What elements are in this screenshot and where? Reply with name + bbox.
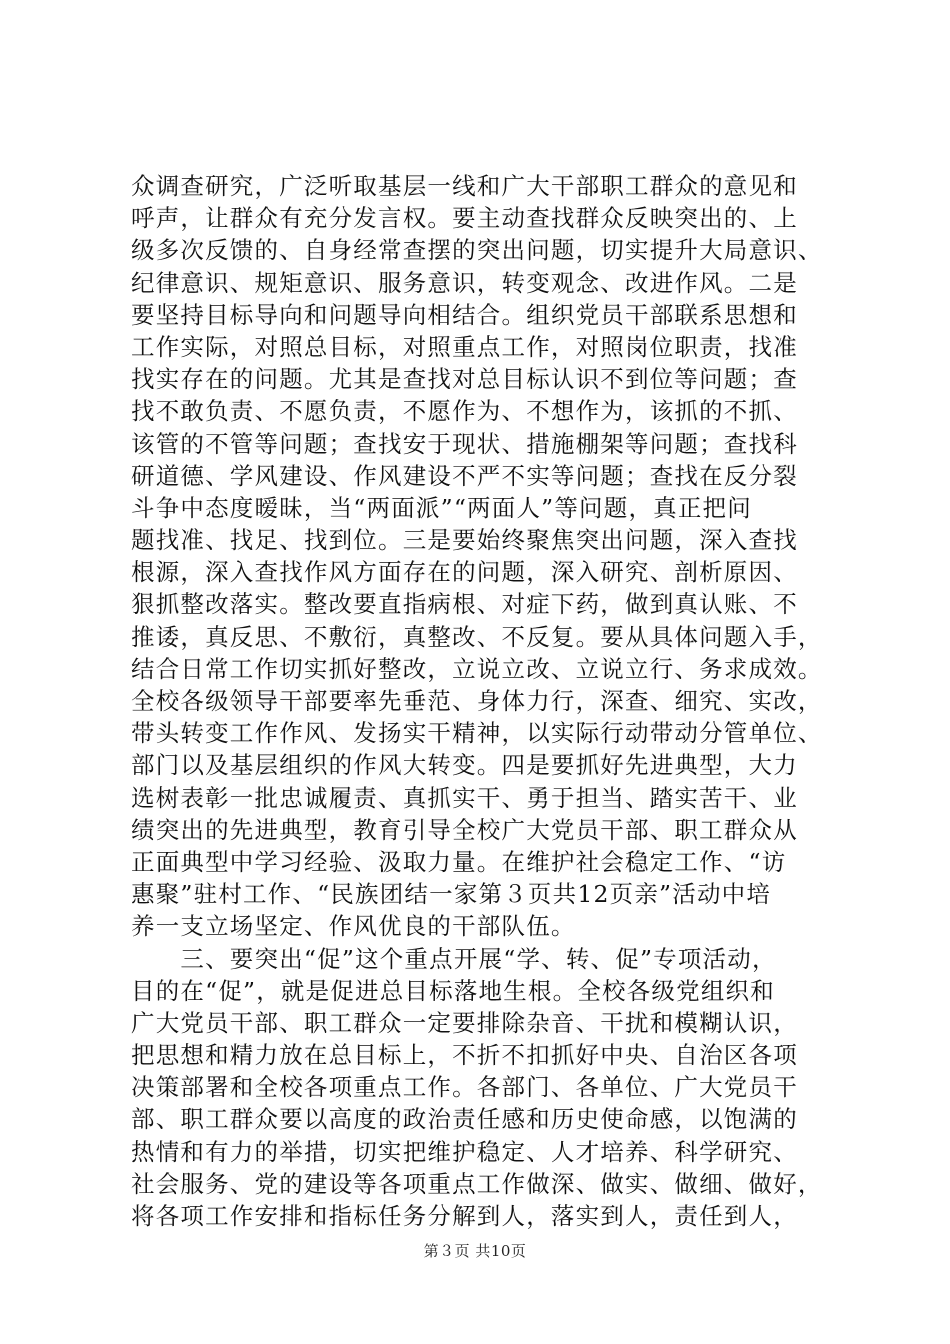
text-line: 惠聚”驻村工作、“民族团结一家第３页共12页亲”活动中培 [131, 880, 772, 909]
text-line: 广大党员干部、职工群众一定要排除杂音、干扰和模糊认识， [131, 1008, 798, 1037]
text-line: 要坚持目标导向和问题导向相结合。组织党员干部联系思想和 [131, 300, 798, 329]
text-line: 纪律意识、规矩意识、服务意识，转变观念、改进作风。二是 [131, 268, 798, 297]
text-line: 正面典型中学习经验、汲取力量。在维护社会稳定工作、“访 [131, 847, 787, 876]
text-line: 找不敢负责、不愿负责，不愿作为、不想作为，该抓的不抓、 [131, 397, 798, 426]
text-line: 决策部署和全校各项重点工作。各部门、各单位、广大党员干 [131, 1073, 798, 1102]
text-line: 把思想和精力放在总目标上，不折不扣抓好中央、自治区各项 [131, 1041, 798, 1070]
text-line: 社会服务、党的建设等各项重点工作做深、做实、做细、做好， [131, 1169, 823, 1198]
text-line: 工作实际，对照总目标，对照重点工作，对照岗位职责，找准 [131, 332, 798, 361]
text-line: 部门以及基层组织的作风大转变。四是要抓好先进典型，大力 [131, 751, 798, 780]
text-line: 根源，深入查找作风方面存在的问题，深入研究、剖析原因、 [131, 558, 798, 587]
text-line: 级多次反馈的、自身经常查摆的突出问题，切实提升大局意识、 [131, 236, 823, 265]
text-line: 推诿，真反思、不敷衍，真整改、不反复。要从具体问题入手， [131, 622, 823, 651]
text-line: 结合日常工作切实抓好整改，立说立改、立说立行、务求成效。 [131, 654, 823, 683]
text-line: 该管的不管等问题；查找安于现状、措施棚架等问题；查找科 [131, 429, 798, 458]
text-line: 全校各级领导干部要率先垂范、身体力行，深查、细究、实改， [131, 687, 823, 715]
text-line: 研道德、学风建设、作风建设不严不实等问题；查找在反分裂 [131, 461, 798, 490]
body-text [131, 170, 851, 1232]
text-line: 目的在“促”，就是促进总目标落地生根。全校各级党组织和 [131, 976, 775, 1005]
text-line: 养一支立场坚定、作风优良的干部队伍。 [131, 912, 576, 941]
text-line: 部、职工群众要以高度的政治责任感和历史使命感，以饱满的 [131, 1105, 798, 1134]
text-line: 带头转变工作作风、发扬实干精神，以实际行动带动分管单位、 [131, 719, 823, 748]
text-line: 热情和有力的举措，切实把维护稳定、人才培养、科学研究、 [131, 1137, 798, 1166]
text-line: 找实存在的问题。尤其是查找对总目标认识不到位等问题；查 [131, 365, 798, 394]
page-footer: 第３页 共10页 [423, 1242, 527, 1260]
text-line: 斗争中态度暧昧，当“两面派”“两面人”等问题，真正把问 [131, 493, 752, 522]
text-line: 呼声，让群众有充分发言权。要主动查找群众反映突出的、上 [131, 204, 798, 233]
text-line: 狠抓整改落实。整改要直指病根、对症下药，做到真认账、不 [131, 590, 798, 619]
text-line: 题找准、找足、找到位。三是要始终聚焦突出问题，深入查找 [131, 526, 798, 555]
text-line: 绩突出的先进典型，教育引导全校广大党员干部、职工群众从 [131, 815, 798, 844]
text-line: 众调查研究，广泛听取基层一线和广大干部职工群众的意见和 [131, 172, 798, 200]
paragraph-start-line: 三、要突出“促”这个重点开展“学、转、促”专项活动， [131, 944, 777, 973]
text-line: 选树表彰一批忠诚履责、真抓实干、勇于担当、踏实苦干、业 [131, 783, 798, 812]
text-line: 将各项工作安排和指标任务分解到人，落实到人，责任到人， [131, 1202, 798, 1230]
